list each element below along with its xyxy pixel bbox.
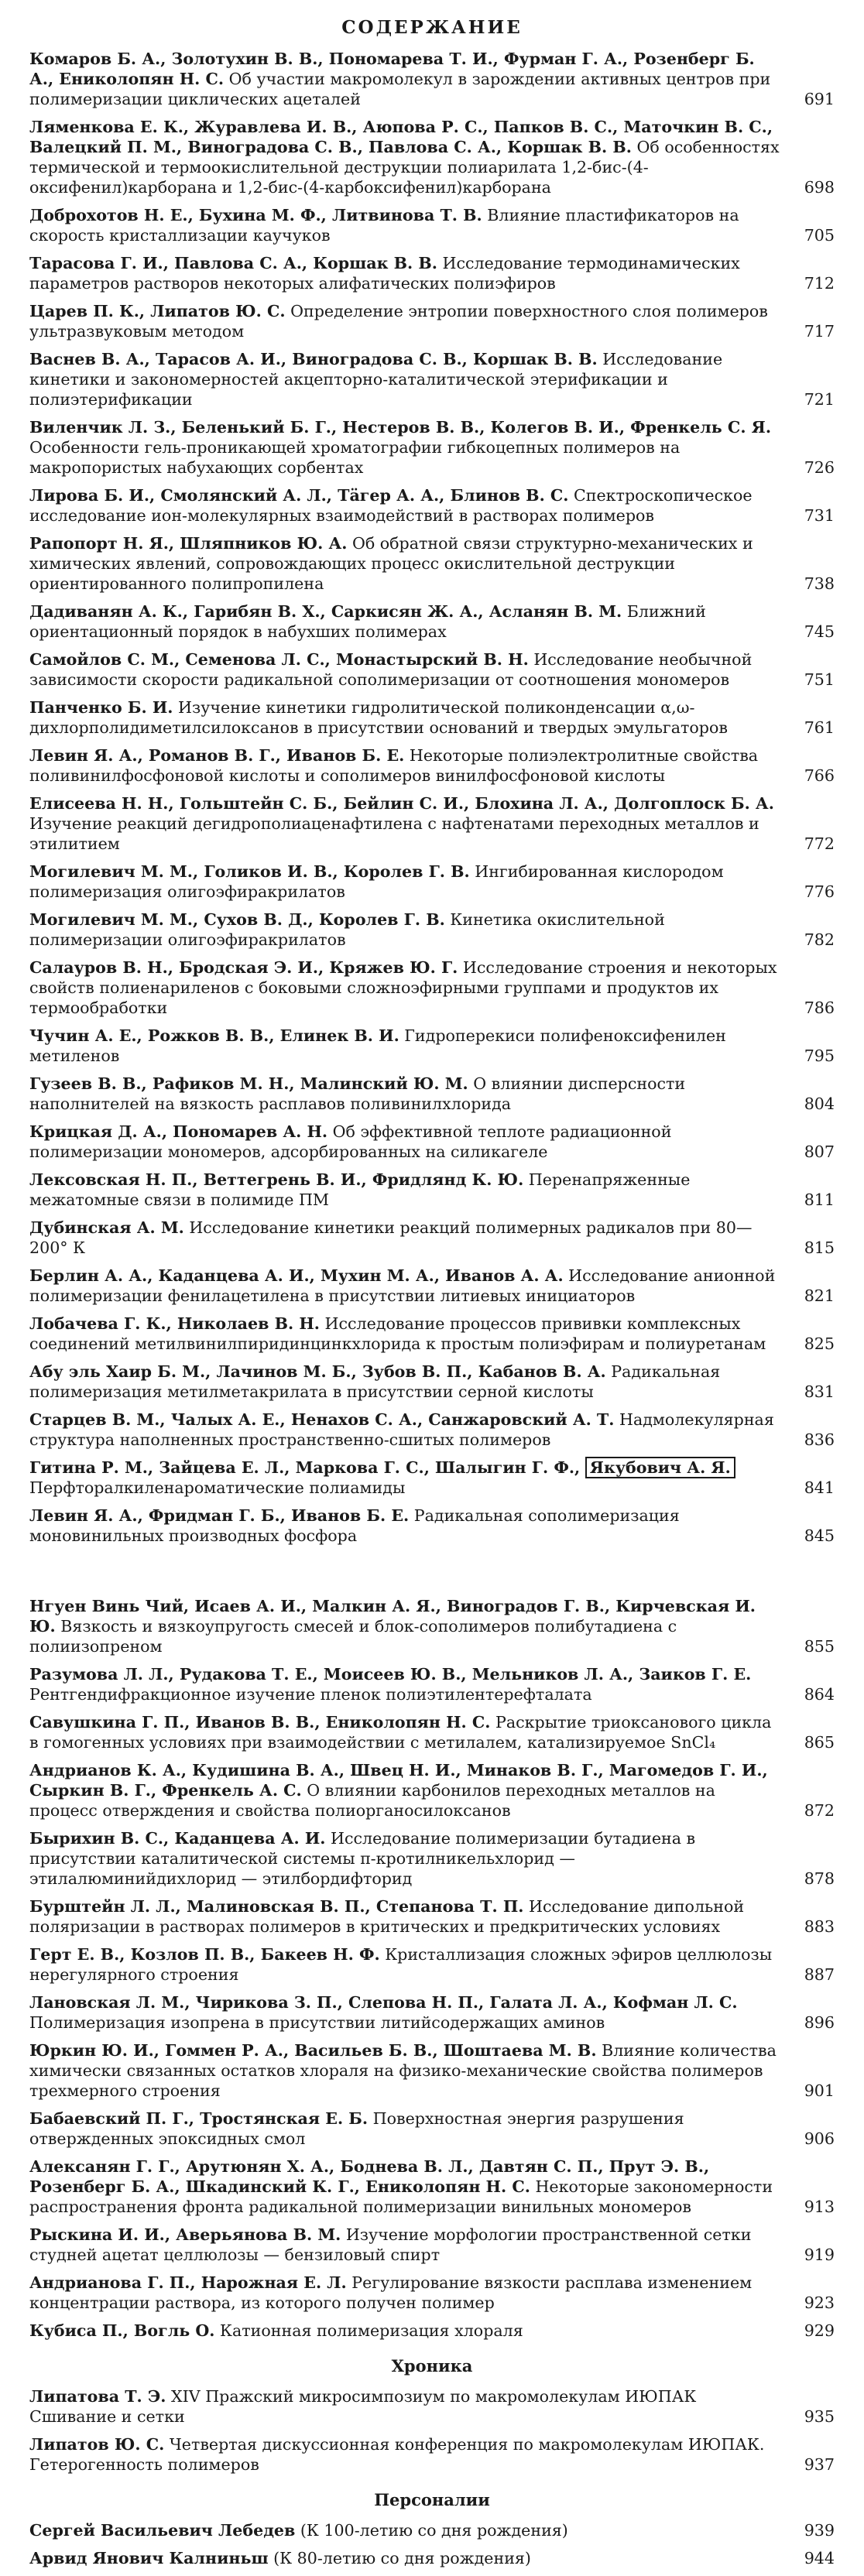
entry-page: 865 <box>804 1733 835 1752</box>
toc-entry <box>29 1944 835 1985</box>
entry-title: Особенности гель-проникающей хроматографии гибкоцепных полимеров на макропористых набухающих сорбентах <box>29 438 681 477</box>
entry-text <box>29 697 780 738</box>
entry-authors: Гузеев В. В., Рафиков М. Н., Малинский Ю. М. <box>29 1074 468 1093</box>
toc-entry <box>29 793 835 854</box>
toc-entry <box>29 417 835 478</box>
entry-page: 937 <box>804 2455 835 2474</box>
entry-title: Исследование полимеризации бутадиена в присутствии каталитической системы π-кротилникельхлорид — этилалюминийдихлорид — этилбордифторид <box>29 1829 696 1888</box>
toc-entry <box>29 957 835 1018</box>
entry-authors: Кубиса П., Вогль О. <box>29 2321 215 2340</box>
entry-authors: Салауров В. Н., Бродская Э. И., Кряжев Ю. Г. <box>29 958 458 977</box>
entry-title: О влиянии дисперсности наполнителей на вязкость расплавов поливинилхлорида <box>29 1074 686 1113</box>
entry-page: 807 <box>804 1142 835 1161</box>
entry-authors: Могилевич М. М., Сухов В. Д., Королев Г. В. <box>29 910 445 929</box>
entry-text <box>29 349 780 409</box>
toc-entry <box>29 649 835 690</box>
entry-text <box>29 301 780 341</box>
toc-entry <box>29 1712 835 1752</box>
toc-entry <box>29 1992 835 2033</box>
entry-title: Некоторые закономерности распространения фронта радикальной полимеризации винильных мономеров <box>29 2177 773 2216</box>
toc-entry <box>29 2273 835 2313</box>
entry-page: 845 <box>804 1526 835 1545</box>
toc-entry <box>29 1896 835 1937</box>
entry-authors: Нгуен Винь Чий, Исаев А. И., Малкин А. Я., Виноградов Г. В., Кирчевская И. Ю. <box>29 1597 756 1636</box>
entry-title: Исследование кинетики и закономерностей акцепторно-каталитической этерификации и полиэтерификации <box>29 350 723 409</box>
entry-title: Кинетика окислительной полимеризации олигоэфиракрилатов <box>29 910 665 949</box>
entry-title: Некоторые полиэлектролитные свойства поливинилфосфоновой кислоты и сополимеров винилфосфоновой кислоты <box>29 746 759 785</box>
contents-list-part2 <box>29 1596 835 2341</box>
entry-page: 841 <box>804 1478 835 1497</box>
entry-text <box>29 909 780 950</box>
toc-entry <box>29 485 835 526</box>
entry-page: 782 <box>804 930 835 949</box>
entry-page: 923 <box>804 2293 835 2312</box>
entry-title: XIV Пражский микросимпозиум по макромолекулам ИЮПАК Сшивание и сетки <box>29 2387 697 2426</box>
toc-entry <box>29 2156 835 2217</box>
entry-title: Радикальная сополимеризация моновинильных производных фосфора <box>29 1506 680 1545</box>
chronicle-list <box>29 2386 835 2475</box>
entry-title: Об особенностях термической и термоокислительной деструкции полиарилата 1,2-бис-(4-оксифенил)карборана и 1,2-бис-(4-карбоксифенил)карборана <box>29 138 780 197</box>
section-gap <box>29 1553 835 1596</box>
entry-authors: Абу эль Хаир Б. М., Лачинов М. Б., Зубов В. П., Кабанов В. А. <box>29 1362 606 1381</box>
toc-entry <box>29 301 835 341</box>
entry-page: 935 <box>804 2407 835 2426</box>
entry-text <box>29 862 780 902</box>
entry-page: 883 <box>804 1917 835 1936</box>
entry-text <box>29 417 780 478</box>
entry-page: 887 <box>804 1965 835 1984</box>
entry-authors: Гитина Р. М., Зайцева Е. Л., Маркова Г. С., Шалыгин Г. Ф., <box>29 1458 581 1477</box>
entry-page: 717 <box>804 322 835 341</box>
entry-title: Исследование дипольной поляризации в растворах полимеров в критических и предкритических условиях <box>29 1897 745 1936</box>
toc-entry <box>29 2520 835 2540</box>
entry-page: 691 <box>804 90 835 108</box>
entry-authors: Андрианова Г. П., Нарожная Е. Л. <box>29 2273 347 2292</box>
entry-page: 804 <box>804 1094 835 1113</box>
entry-authors: Левин Я. А., Романов В. Г., Иванов Б. Е. <box>29 746 405 765</box>
entry-page: 786 <box>804 999 835 1017</box>
entry-page: 698 <box>804 178 835 197</box>
entry-text <box>29 649 780 690</box>
entry-title: Полимеризация изопрена в присутствии литийсодержащих аминов <box>29 2013 605 2032</box>
entry-title: Надмолекулярная структура наполненных пространственно-сшитых полимеров <box>29 1410 774 1449</box>
entry-title: Вязкость и вязкоупругость смесей и блок-сополимеров полибутадиена с полиизопреном <box>29 1617 677 1656</box>
entry-authors: Лобачева Г. К., Николаев В. Н. <box>29 1314 320 1333</box>
entry-text <box>29 1410 780 1450</box>
toc-entry <box>29 1506 835 1546</box>
entry-page: 929 <box>804 2321 835 2340</box>
entry-title: Спектроскопическое исследование ион-молекулярных взаимодействий в растворах полимеров <box>29 486 753 525</box>
entry-authors: Комаров Б. А., Золотухин В. В., Пономарева Т. И., Фурман Г. А., Розенберг Б. А., Ениколопян Н. С. <box>29 50 755 88</box>
entry-text <box>29 253 780 293</box>
entry-authors: Виленчик Л. З., Беленький Б. Г., Нестеров В. В., Колегов В. И., Френкель С. Я. <box>29 418 771 437</box>
entry-title: Исследование термодинамических параметров растворов некоторых алифатических полиэфиров <box>29 254 740 293</box>
entry-page: 745 <box>804 622 835 641</box>
entry-text <box>29 1828 780 1889</box>
toc-entry <box>29 2108 835 2149</box>
toc-entry <box>29 862 835 902</box>
entry-authors: Юркин Ю. И., Гоммен Р. А., Васильев Б. В., Шоштаева М. В. <box>29 2041 597 2060</box>
toc-entry <box>29 533 835 594</box>
entry-authors: Бабаевский П. Г., Тростянская Е. Б. <box>29 2109 369 2128</box>
toc-entry <box>29 2040 835 2101</box>
entry-page: 896 <box>804 2013 835 2032</box>
toc-entry <box>29 745 835 786</box>
entry-authors: Липатов Ю. С. <box>29 2435 165 2454</box>
entry-page: 731 <box>804 506 835 525</box>
entry-page: 815 <box>804 1238 835 1257</box>
entry-page: 919 <box>804 2245 835 2264</box>
toc-entry <box>29 1664 835 1704</box>
entry-text <box>29 1218 780 1258</box>
entry-authors: Липатова Т. Э. <box>29 2387 166 2406</box>
entry-text <box>29 2040 780 2101</box>
personalia-heading: Персоналии <box>374 2490 490 2509</box>
entry-title: Изучение кинетики гидролитической поликонденсации α,ω-дихлорполидиметилсилоксанов в присутствии оснований и твердых эмульгаторов <box>29 698 728 737</box>
entry-text <box>29 2434 780 2475</box>
entry-authors: Лирова Б. И., Смолянский А. Л., Тäгер А. А., Блинов В. С. <box>29 486 569 505</box>
entry-page: 825 <box>804 1334 835 1353</box>
entry-page: 913 <box>804 2197 835 2216</box>
entry-page: 726 <box>804 458 835 477</box>
entry-text <box>29 1760 780 1821</box>
entry-text <box>29 2225 780 2265</box>
entry-title: Катионная полимеризация хлораля <box>220 2321 523 2340</box>
entry-title: Четвертая дискуссионная конференция по макромолекулам ИЮПАК. Гетерогенность полимеров <box>29 2435 765 2474</box>
entry-page: 795 <box>804 1046 835 1065</box>
entry-authors: Савушкина Г. П., Иванов В. В., Ениколопян Н. С. <box>29 1713 491 1732</box>
entry-text <box>29 1944 780 1985</box>
toc-entry-boxed <box>29 1458 835 1498</box>
toc-entry <box>29 1760 835 1821</box>
entry-page: 712 <box>804 274 835 293</box>
entry-authors: Дубинская А. М. <box>29 1218 184 1237</box>
entry-title: Раскрытие триоксанового цикла в гомогенных условиях при взаимодействии с метилалем, катализируемое SnCl₄ <box>29 1713 772 1752</box>
entry-title: (К 100-летию со дня рождения) <box>300 2521 568 2540</box>
entry-authors: Герт Е. В., Козлов П. В., Бакеев Н. Ф. <box>29 1945 380 1964</box>
entry-page: 901 <box>804 2081 835 2100</box>
entry-text <box>29 1664 780 1704</box>
toc-entry <box>29 909 835 950</box>
entry-page: 721 <box>804 390 835 409</box>
entry-text <box>29 117 780 197</box>
entry-page: 836 <box>804 1430 835 1449</box>
entry-title: Поверхностная энергия разрушения отвержденных эпоксидных смол <box>29 2109 684 2148</box>
entry-authors: Крицкая Д. А., Пономарев А. Н. <box>29 1122 328 1141</box>
entry-title: Влияние пластификаторов на скорость кристаллизации каучуков <box>29 206 739 245</box>
entry-authors: Сергей Васильевич Лебедев <box>29 2521 296 2540</box>
entry-authors: Панченко Б. И. <box>29 698 173 717</box>
entry-authors: Бурштейн Л. Л., Малиновская В. П., Степанова Т. П. <box>29 1897 524 1916</box>
entry-page: 772 <box>804 834 835 853</box>
entry-text <box>29 1712 780 1752</box>
entry-title: О влиянии карбонилов переходных металлов на процесс отверждения и свойства полиорганосилоксанов <box>29 1781 715 1820</box>
entry-title: Изучение морфологии пространственной сетки студней ацетат целлюлозы — бензиловый спирт <box>29 2225 752 2264</box>
entry-text <box>29 1266 780 1306</box>
entry-title: Об обратной связи структурно-механических и химических явлений, сопровождающих процесс окислительной деструкции ориентированного полипропилена <box>29 534 753 593</box>
entry-text <box>29 1362 780 1402</box>
entry-title: Ингибированная кислородом полимеризация олигоэфиракрилатов <box>29 862 724 901</box>
entry-page: 705 <box>804 226 835 245</box>
entry-title: Влияние количества химически связанных остатков хлораля на физико-механические свойства полимеров трехмерного строения <box>29 2041 777 2100</box>
entry-page: 761 <box>804 718 835 737</box>
entry-page: 878 <box>804 1869 835 1888</box>
entry-text <box>29 1506 780 1546</box>
entry-title: Исследование анионной полимеризации фенилацетилена в присутствии литиевых инициаторов <box>29 1266 776 1305</box>
entry-text <box>29 2156 780 2217</box>
toc-entry <box>29 205 835 245</box>
entry-page: 738 <box>804 574 835 593</box>
entry-page: 872 <box>804 1801 835 1820</box>
entry-text <box>29 745 780 786</box>
entry-text <box>29 601 780 642</box>
entry-text <box>29 1992 780 2033</box>
entry-text <box>29 1122 780 1162</box>
entry-text <box>29 1170 780 1210</box>
entry-title: Ближний ориентационный порядок в набухших полимерах <box>29 602 706 641</box>
toc-entry <box>29 1596 835 1656</box>
entry-authors: Могилевич М. М., Голиков И. В., Королев Г. В. <box>29 862 470 881</box>
entry-title: Перенапряженные межатомные связи в полимиде ПМ <box>29 1170 691 1209</box>
toc-entry <box>29 601 835 642</box>
toc-entry <box>29 1122 835 1162</box>
entry-authors: Чучин А. Е., Рожков В. В., Елинек В. И. <box>29 1026 399 1045</box>
toc-entry <box>29 1266 835 1306</box>
entry-authors: Старцев В. М., Чалых А. Е., Ненахов С. А., Санжаровский А. Т. <box>29 1410 615 1429</box>
entry-authors: Лексовская Н. П., Веттегрень В. И., Фридлянд К. Ю. <box>29 1170 524 1189</box>
toc-entry <box>29 1410 835 1450</box>
entry-text <box>29 1314 780 1354</box>
entry-authors: Ляменкова Е. К., Журавлева И. В., Аюпова Р. С., Папков В. С., Маточкин В. С., Валецкий П. М., Виноградова С. В., Павлова С. А., Коршак В. В. <box>29 118 773 156</box>
entry-authors: Елисеева Н. Н., Гольштейн С. Б., Бейлин С. И., Блохина Л. А., Долгоплоск Б. А. <box>29 794 774 813</box>
entry-text <box>29 2108 780 2149</box>
entry-page: 821 <box>804 1286 835 1305</box>
entry-text <box>29 49 780 109</box>
entry-authors: Самойлов С. М., Семенова Л. С., Монастырский В. Н. <box>29 650 529 669</box>
entry-authors: Алексанян Г. Г., Арутюнян Х. А., Боднева В. Л., Давтян С. П., Прут Э. В., Розенберг Б. А., Шкадинский К. Г., Ениколопян Н. С. <box>29 2157 710 2196</box>
entry-page: 751 <box>804 670 835 689</box>
entry-text <box>29 1896 780 1937</box>
entry-authors: Берлин А. А., Каданцева А. И., Мухин М. А., Иванов А. А. <box>29 1266 564 1285</box>
toc-entry <box>29 2434 835 2475</box>
entry-title: Регулирование вязкости расплава изменением концентрации раствора, из которого получен полимер <box>29 2273 753 2312</box>
boxed-author: Якубович А. Я. <box>585 1457 735 1478</box>
entry-title: Радикальная полимеризация метилметакрилата в присутствии серной кислоты <box>29 1362 721 1401</box>
entry-title: Кристаллизация сложных эфиров целлюлозы нерегулярного строения <box>29 1945 773 1984</box>
entry-text <box>29 2548 780 2568</box>
entry-title: Исследование кинетики реакций полимерных радикалов при 80—200° К <box>29 1218 753 1257</box>
contents-heading: СОДЕРЖАНИЕ <box>341 17 523 38</box>
entry-authors: Васнев В. А., Тарасов А. И., Виноградова С. В., Коршак В. В. <box>29 350 598 368</box>
entry-text <box>29 957 780 1018</box>
entry-text <box>29 205 780 245</box>
entry-authors: Арвид Янович Калниньш <box>29 2549 269 2567</box>
entry-authors: Рапопорт Н. Я., Шляпников Ю. А. <box>29 534 348 553</box>
entry-text <box>29 1596 780 1656</box>
entry-authors: Доброхотов Н. Е., Бухина М. Ф., Литвинова Т. В. <box>29 206 482 224</box>
toc-entry <box>29 1314 835 1354</box>
toc-entry <box>29 349 835 409</box>
entry-text <box>29 2273 780 2313</box>
entry-title: Исследование строения и некоторых свойств полиенариленов с боковыми сложноэфирными группами и продуктов их термообработки <box>29 958 777 1017</box>
entry-title: Определение энтропии поверхностного слоя полимеров ультразвуковым методом <box>29 302 768 341</box>
contents-page <box>29 17 835 2576</box>
entry-title: Рентгендифракционное изучение пленок полиэтилентерефталата <box>29 1685 592 1704</box>
entry-page: 906 <box>804 2129 835 2148</box>
toc-entry <box>29 1074 835 1114</box>
entry-page: 864 <box>804 1685 835 1704</box>
toc-entry <box>29 2386 835 2427</box>
entry-authors: Царев П. К., Липатов Ю. С. <box>29 302 286 320</box>
toc-entry <box>29 253 835 293</box>
contents-list-part1 <box>29 49 835 1450</box>
entry-text <box>29 2520 780 2540</box>
entry-title: Об участии макромолекул в зарождении активных центров при полимеризации циклических ацеталей <box>29 70 771 108</box>
entry-page: 855 <box>804 1637 835 1656</box>
chronicle-heading: Хроника <box>391 2356 473 2376</box>
toc-entry <box>29 697 835 738</box>
toc-entry <box>29 2225 835 2265</box>
toc-entry <box>29 1218 835 1258</box>
entry-authors: Андрианов К. А., Кудишина В. А., Швец Н. И., Минаков В. Г., Магомедов Г. И., Сыркин В. Г., Френкель А. С. <box>29 1761 768 1800</box>
entry-page: 811 <box>804 1190 835 1209</box>
entry-title: Изучение реакций дегидрополиаценафтилена с нафтенатами переходных металлов и этилитием <box>29 814 759 853</box>
entry-authors: Бырихин В. С., Каданцева А. И. <box>29 1829 326 1848</box>
toc-entry <box>29 1026 835 1066</box>
toc-entry <box>29 117 835 197</box>
entry-title: Гидроперекиси полифеноксифенилен метиленов <box>29 1026 726 1065</box>
entry-authors: Левин Я. А., Фридман Г. Б., Иванов Б. Е. <box>29 1506 410 1525</box>
entry-text <box>29 2321 780 2341</box>
toc-entry <box>29 2548 835 2568</box>
entry-text <box>29 1074 780 1114</box>
entry-authors: Разумова Л. Л., Рудакова Т. Е., Моисеев Ю. В., Мельников Л. А., Заиков Г. Е. <box>29 1665 752 1684</box>
entry-title: (К 80-летию со дня рождения) <box>273 2549 531 2567</box>
entry-page: 766 <box>804 766 835 785</box>
entry-text <box>29 793 780 854</box>
entry-title: Об эффективной теплоте радиационной полимеризации мономеров, адсорбированных на силикагеле <box>29 1122 672 1161</box>
toc-entry <box>29 49 835 109</box>
toc-entry <box>29 1362 835 1402</box>
entry-page: 831 <box>804 1382 835 1401</box>
entry-text <box>29 1026 780 1066</box>
entry-title: Исследование необычной зависимости скорости радикальной сополимеризации от соотношения мономеров <box>29 650 753 689</box>
entry-authors: Рыскина И. И., Аверьянова В. М. <box>29 2225 341 2244</box>
entry-text <box>29 485 780 526</box>
entry-title: Исследование процессов прививки комплексных соединений метилвинилпиридинцинкхлорида к простым полиэфирам и полиуретанам <box>29 1314 766 1353</box>
toc-entry <box>29 1170 835 1210</box>
entry-page: 944 <box>804 2549 835 2567</box>
entry-text <box>29 2386 780 2427</box>
toc-entry <box>29 1828 835 1889</box>
entry-page: 776 <box>804 882 835 901</box>
entry-text <box>29 533 780 594</box>
personalia-list <box>29 2520 835 2568</box>
entry-authors: Дадиванян А. К., Гарибян В. Х., Саркисян Ж. А., Асланян В. М. <box>29 602 622 621</box>
entry-authors: Тарасова Г. И., Павлова С. А., Коршак В. В. <box>29 254 437 272</box>
entry-page: 939 <box>804 2521 835 2540</box>
entry-text <box>29 1458 780 1498</box>
toc-entry <box>29 2321 835 2341</box>
entry-title: Перфторалкиленароматические полиамиды <box>29 1478 406 1497</box>
entry-authors: Лановская Л. М., Чирикова З. П., Слепова Н. П., Галата Л. А., Кофман Л. С. <box>29 1993 738 2012</box>
